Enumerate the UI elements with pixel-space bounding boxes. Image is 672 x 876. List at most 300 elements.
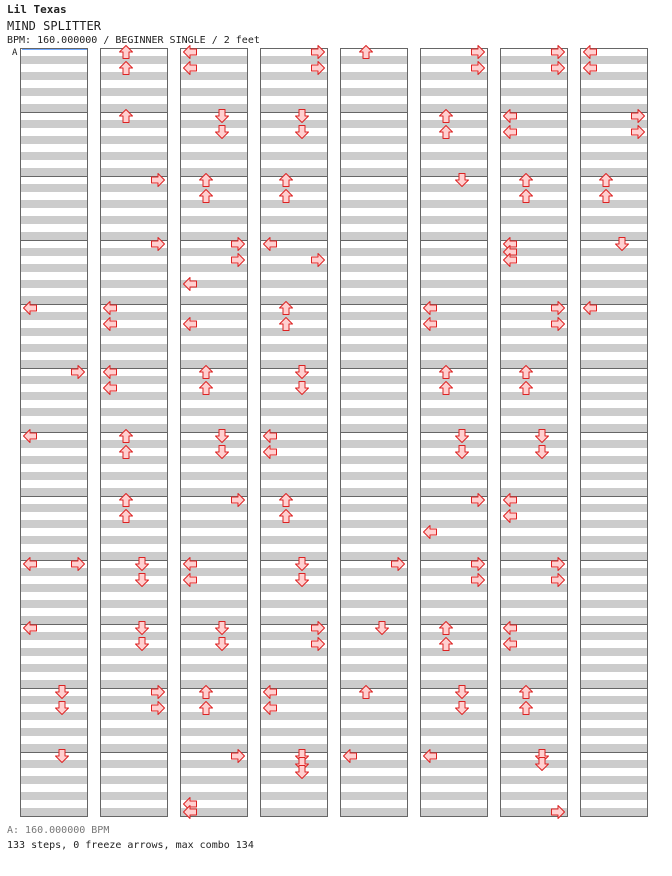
measure-stripe: [580, 472, 648, 480]
measure-stripe: [100, 344, 168, 352]
measure-stripe: [260, 136, 328, 144]
measure-stripe: [580, 488, 648, 496]
measure-stripe: [260, 728, 328, 736]
measure-stripe: [420, 360, 488, 368]
measure-stripe: [180, 216, 248, 224]
measure-stripe: [20, 744, 88, 752]
measure-stripe: [100, 648, 168, 656]
measure-stripe: [20, 200, 88, 208]
measure-stripe: [100, 664, 168, 672]
measure-stripe: [260, 88, 328, 96]
measure-stripe: [340, 584, 408, 592]
measure-stripe: [100, 744, 168, 752]
measure-stripe: [20, 104, 88, 112]
measure-stripe: [20, 488, 88, 496]
measure-stripe: [340, 328, 408, 336]
measure-stripe: [340, 408, 408, 416]
measure-stripe: [100, 56, 168, 64]
measure-stripe: [500, 472, 568, 480]
measure-stripe: [100, 264, 168, 272]
measure-stripe: [500, 200, 568, 208]
measure-stripe: [340, 264, 408, 272]
measure-stripe: [180, 408, 248, 416]
measure-stripe: [580, 648, 648, 656]
measure-stripe: [340, 536, 408, 544]
measure-stripe: [20, 152, 88, 160]
measure-stripe: [420, 728, 488, 736]
measure-stripe: [20, 472, 88, 480]
measure-stripe: [20, 264, 88, 272]
measure-stripe: [260, 472, 328, 480]
measure-stripe: [340, 808, 408, 816]
measure-stripe: [340, 280, 408, 288]
chart-column: [260, 46, 328, 817]
measure-stripe: [420, 680, 488, 688]
measure-stripe: [260, 200, 328, 208]
measure-stripe: [580, 152, 648, 160]
measure-stripe: [20, 344, 88, 352]
measure-stripe: [580, 712, 648, 720]
measure-stripe: [340, 520, 408, 528]
measure-stripe: [420, 344, 488, 352]
measure-stripe: [580, 344, 648, 352]
measure-stripe: [340, 376, 408, 384]
measure-stripe: [260, 552, 328, 560]
measure-stripe: [20, 584, 88, 592]
measure-stripe: [100, 280, 168, 288]
measure-stripe: [20, 328, 88, 336]
measure-stripe: [420, 280, 488, 288]
measure-stripe: [340, 504, 408, 512]
artist-name: Lil Texas: [7, 3, 67, 16]
measure-stripe: [420, 376, 488, 384]
measure-stripe: [340, 216, 408, 224]
measure-stripe: [340, 168, 408, 176]
measure-stripe: [20, 120, 88, 128]
measure-stripe: [180, 104, 248, 112]
measure-stripe: [20, 600, 88, 608]
measure-stripe: [580, 216, 648, 224]
measure-stripe: [340, 648, 408, 656]
measure-stripe: [20, 648, 88, 656]
measure-stripe: [340, 488, 408, 496]
measure-stripe: [260, 376, 328, 384]
measure-stripe: [340, 728, 408, 736]
measure-stripe: [340, 472, 408, 480]
measure-stripe: [100, 200, 168, 208]
measure-stripe: [580, 520, 648, 528]
measure-stripe: [340, 56, 408, 64]
measure-stripe: [500, 744, 568, 752]
measure-stripe: [20, 504, 88, 512]
measure-stripe: [180, 136, 248, 144]
measure-stripe: [260, 776, 328, 784]
measure-stripe: [180, 728, 248, 736]
measure-stripe: [580, 552, 648, 560]
measure-stripe: [180, 616, 248, 624]
measure-stripe: [100, 600, 168, 608]
measure-stripe: [420, 648, 488, 656]
measure-stripe: [340, 136, 408, 144]
step-arrow-u: [536, 758, 549, 771]
measure-stripe: [420, 408, 488, 416]
measure-stripe: [260, 792, 328, 800]
measure-stripe: [420, 104, 488, 112]
measure-stripe: [340, 392, 408, 400]
measure-stripe: [340, 440, 408, 448]
measure-stripe: [20, 792, 88, 800]
measure-stripe: [420, 792, 488, 800]
measure-stripe: [180, 376, 248, 384]
measure-stripe: [260, 344, 328, 352]
measure-stripe: [580, 168, 648, 176]
measure-stripe: [100, 488, 168, 496]
chart-column: [20, 49, 88, 817]
measure-stripe: [260, 536, 328, 544]
measure-stripe: [580, 536, 648, 544]
measure-stripe: [180, 200, 248, 208]
measure-stripe: [420, 248, 488, 256]
measure-stripe: [260, 504, 328, 512]
measure-stripe: [500, 392, 568, 400]
measure-stripe: [180, 152, 248, 160]
measure-stripe: [180, 344, 248, 352]
measure-stripe: [580, 440, 648, 448]
measure-stripe: [500, 152, 568, 160]
step-arrow-l: [184, 278, 197, 291]
measure-stripe: [260, 760, 328, 768]
measure-stripe: [20, 168, 88, 176]
song-title: MIND SPLITTER: [7, 19, 101, 33]
measure-stripe: [260, 184, 328, 192]
measure-stripe: [340, 632, 408, 640]
measure-stripe: [180, 776, 248, 784]
measure-stripe: [260, 328, 328, 336]
measure-stripe: [20, 712, 88, 720]
measure-stripe: [100, 216, 168, 224]
measure-stripe: [500, 408, 568, 416]
measure-stripe: [180, 88, 248, 96]
measure-stripe: [500, 216, 568, 224]
measure-stripe: [580, 392, 648, 400]
measure-stripe: [20, 216, 88, 224]
measure-stripe: [420, 232, 488, 240]
measure-stripe: [340, 680, 408, 688]
measure-stripe: [580, 808, 648, 816]
measure-stripe: [100, 760, 168, 768]
measure-stripe: [500, 792, 568, 800]
measure-stripe: [420, 616, 488, 624]
measure-stripe: [260, 168, 328, 176]
measure-stripe: [580, 584, 648, 592]
measure-stripe: [420, 472, 488, 480]
measure-stripe: [100, 88, 168, 96]
measure-stripe: [100, 136, 168, 144]
measure-stripe: [580, 280, 648, 288]
measure-stripe: [180, 536, 248, 544]
measure-stripe: [580, 600, 648, 608]
measure-stripe: [20, 280, 88, 288]
measure-stripe: [580, 744, 648, 752]
measure-stripe: [20, 408, 88, 416]
measure-stripe: [180, 648, 248, 656]
measure-stripe: [180, 392, 248, 400]
measure-stripe: [340, 456, 408, 464]
measure-stripe: [340, 776, 408, 784]
measure-stripe: [20, 536, 88, 544]
measure-stripe: [420, 392, 488, 400]
measure-stripe: [420, 664, 488, 672]
measure-stripe: [580, 264, 648, 272]
measure-stripe: [340, 104, 408, 112]
measure-stripe: [420, 632, 488, 640]
measure-stripe: [340, 712, 408, 720]
footer-bpm: A: 160.000000 BPM: [7, 825, 110, 836]
measure-stripe: [260, 312, 328, 320]
measure-stripe: [340, 88, 408, 96]
measure-stripe: [420, 600, 488, 608]
measure-stripe: [500, 424, 568, 432]
measure-stripe: [500, 680, 568, 688]
measure-stripe: [580, 792, 648, 800]
measure-stripe: [500, 728, 568, 736]
measure-stripe: [420, 168, 488, 176]
measure-stripe: [180, 440, 248, 448]
measure-stripe: [100, 472, 168, 480]
measure-stripe: [100, 104, 168, 112]
chart-column: [180, 46, 248, 819]
measure-stripe: [420, 136, 488, 144]
measure-stripe: [260, 280, 328, 288]
measure-stripe: [580, 184, 648, 192]
measure-stripe: [580, 616, 648, 624]
measure-stripe: [260, 808, 328, 816]
measure-stripe: [340, 232, 408, 240]
measure-stripe: [500, 376, 568, 384]
measure-stripe: [260, 120, 328, 128]
measure-stripe: [180, 632, 248, 640]
measure-stripe: [580, 632, 648, 640]
measure-stripe: [20, 56, 88, 64]
measure-stripe: [20, 776, 88, 784]
measure-stripe: [100, 72, 168, 80]
measure-stripe: [340, 360, 408, 368]
measure-stripe: [340, 200, 408, 208]
measure-stripe: [580, 376, 648, 384]
measure-stripe: [260, 296, 328, 304]
measure-stripe: [180, 184, 248, 192]
measure-stripe: [580, 328, 648, 336]
measure-stripe: [20, 696, 88, 704]
measure-stripe: [20, 728, 88, 736]
measure-stripe: [580, 456, 648, 464]
measure-stripe: [580, 424, 648, 432]
measure-stripe: [20, 760, 88, 768]
measure-stripe: [20, 88, 88, 96]
measure-stripe: [500, 696, 568, 704]
measure-stripe: [20, 520, 88, 528]
measure-stripe: [580, 664, 648, 672]
measure-stripe: [500, 88, 568, 96]
measure-stripe: [580, 568, 648, 576]
measure-stripe: [340, 664, 408, 672]
measure-stripe: [100, 120, 168, 128]
measure-stripe: [420, 696, 488, 704]
measure-stripe: [580, 728, 648, 736]
measure-stripe: [260, 600, 328, 608]
measure-stripe: [340, 152, 408, 160]
measure-stripe: [580, 696, 648, 704]
measure-stripe: [100, 792, 168, 800]
measure-stripe: [500, 664, 568, 672]
measure-stripe: [180, 664, 248, 672]
measure-stripe: [500, 280, 568, 288]
measure-stripe: [260, 392, 328, 400]
measure-stripe: [500, 344, 568, 352]
measure-stripe: [340, 120, 408, 128]
measure-stripe: [340, 72, 408, 80]
measure-stripe: [260, 152, 328, 160]
measure-stripe: [500, 776, 568, 784]
measure-stripe: [340, 600, 408, 608]
measure-stripe: [420, 776, 488, 784]
measure-stripe: [580, 408, 648, 416]
measure-stripe: [500, 360, 568, 368]
measure-stripe: [100, 584, 168, 592]
chart-column: [500, 46, 568, 819]
measure-stripe: [100, 152, 168, 160]
measure-stripe: [260, 744, 328, 752]
measure-stripe: [580, 680, 648, 688]
measure-stripe: [20, 136, 88, 144]
measure-stripe: [340, 312, 408, 320]
measure-stripe: [500, 760, 568, 768]
chart-column: [580, 46, 648, 817]
measure-stripe: [100, 616, 168, 624]
measure-stripe: [580, 360, 648, 368]
measure-stripe: [500, 184, 568, 192]
measure-stripe: [260, 360, 328, 368]
measure-stripe: [340, 296, 408, 304]
measure-stripe: [180, 472, 248, 480]
measure-stripe: [420, 184, 488, 192]
measure-stripe: [420, 440, 488, 448]
measure-stripe: [500, 440, 568, 448]
measure-stripe: [340, 344, 408, 352]
measure-stripe: [20, 184, 88, 192]
bpm-marker-label: A: [12, 48, 18, 58]
measure-stripe: [420, 264, 488, 272]
measure-stripe: [180, 680, 248, 688]
measure-stripe: [340, 248, 408, 256]
chart-column: [100, 46, 168, 817]
measure-stripe: [100, 568, 168, 576]
measure-stripe: [180, 600, 248, 608]
measure-stripe: [20, 392, 88, 400]
measure-stripe: [180, 696, 248, 704]
chart-column: [340, 46, 408, 817]
measure-stripe: [100, 632, 168, 640]
measure-stripe: [420, 216, 488, 224]
measure-stripe: [340, 616, 408, 624]
measure-stripe: [100, 536, 168, 544]
measure-stripe: [100, 440, 168, 448]
measure-stripe: [180, 456, 248, 464]
measure-stripe: [500, 536, 568, 544]
chart-info: BPM: 160.000000 / BEGINNER SINGLE / 2 feet: [7, 35, 260, 46]
measure-stripe: [100, 728, 168, 736]
measure-stripe: [420, 200, 488, 208]
measure-stripe: [20, 680, 88, 688]
measure-stripe: [260, 408, 328, 416]
measure-stripe: [580, 232, 648, 240]
chart-column: [420, 46, 488, 817]
footer-stats: 133 steps, 0 freeze arrows, max combo 134: [7, 840, 254, 851]
measure-stripe: [100, 424, 168, 432]
measure-stripe: [20, 232, 88, 240]
measure-stripe: [260, 664, 328, 672]
measure-stripe: [20, 456, 88, 464]
measure-stripe: [180, 296, 248, 304]
measure-stripe: [260, 568, 328, 576]
measure-stripe: [420, 424, 488, 432]
measure-stripe: [100, 808, 168, 816]
measure-stripe: [180, 360, 248, 368]
measure-stripe: [260, 216, 328, 224]
measure-stripe: [340, 424, 408, 432]
measure-stripe: [260, 488, 328, 496]
measure-stripe: [580, 248, 648, 256]
measure-stripe: [420, 120, 488, 128]
measure-stripe: [420, 88, 488, 96]
measure-stripe: [260, 520, 328, 528]
measure-stripe: [420, 152, 488, 160]
measure-stripe: [340, 696, 408, 704]
measure-stripe: [420, 712, 488, 720]
measure-stripe: [100, 504, 168, 512]
measure-stripe: [180, 168, 248, 176]
measure-stripe: [260, 584, 328, 592]
measure-stripe: [580, 776, 648, 784]
measure-stripe: [20, 72, 88, 80]
measure-stripe: [340, 184, 408, 192]
measure-stripe: [100, 408, 168, 416]
measure-stripe: [180, 712, 248, 720]
measure-stripe: [580, 504, 648, 512]
measure-stripe: [100, 520, 168, 528]
measure-stripe: [500, 456, 568, 464]
measure-stripe: [420, 808, 488, 816]
measure-stripe: [180, 520, 248, 528]
measure-stripe: [100, 456, 168, 464]
measure-stripe: [180, 120, 248, 128]
measure-stripe: [180, 424, 248, 432]
measure-stripe: [420, 456, 488, 464]
measure-stripe: [580, 760, 648, 768]
measure-stripe: [100, 776, 168, 784]
measure-stripe: [20, 664, 88, 672]
measure-stripe: [580, 88, 648, 96]
measure-stripe: [260, 104, 328, 112]
measure-stripe: [100, 552, 168, 560]
measure-stripe: [500, 168, 568, 176]
measure-stripe: [20, 808, 88, 816]
measure-stripe: [500, 712, 568, 720]
measure-stripe: [580, 200, 648, 208]
measure-stripe: [20, 248, 88, 256]
measure-stripe: [340, 792, 408, 800]
measure-stripe: [500, 600, 568, 608]
